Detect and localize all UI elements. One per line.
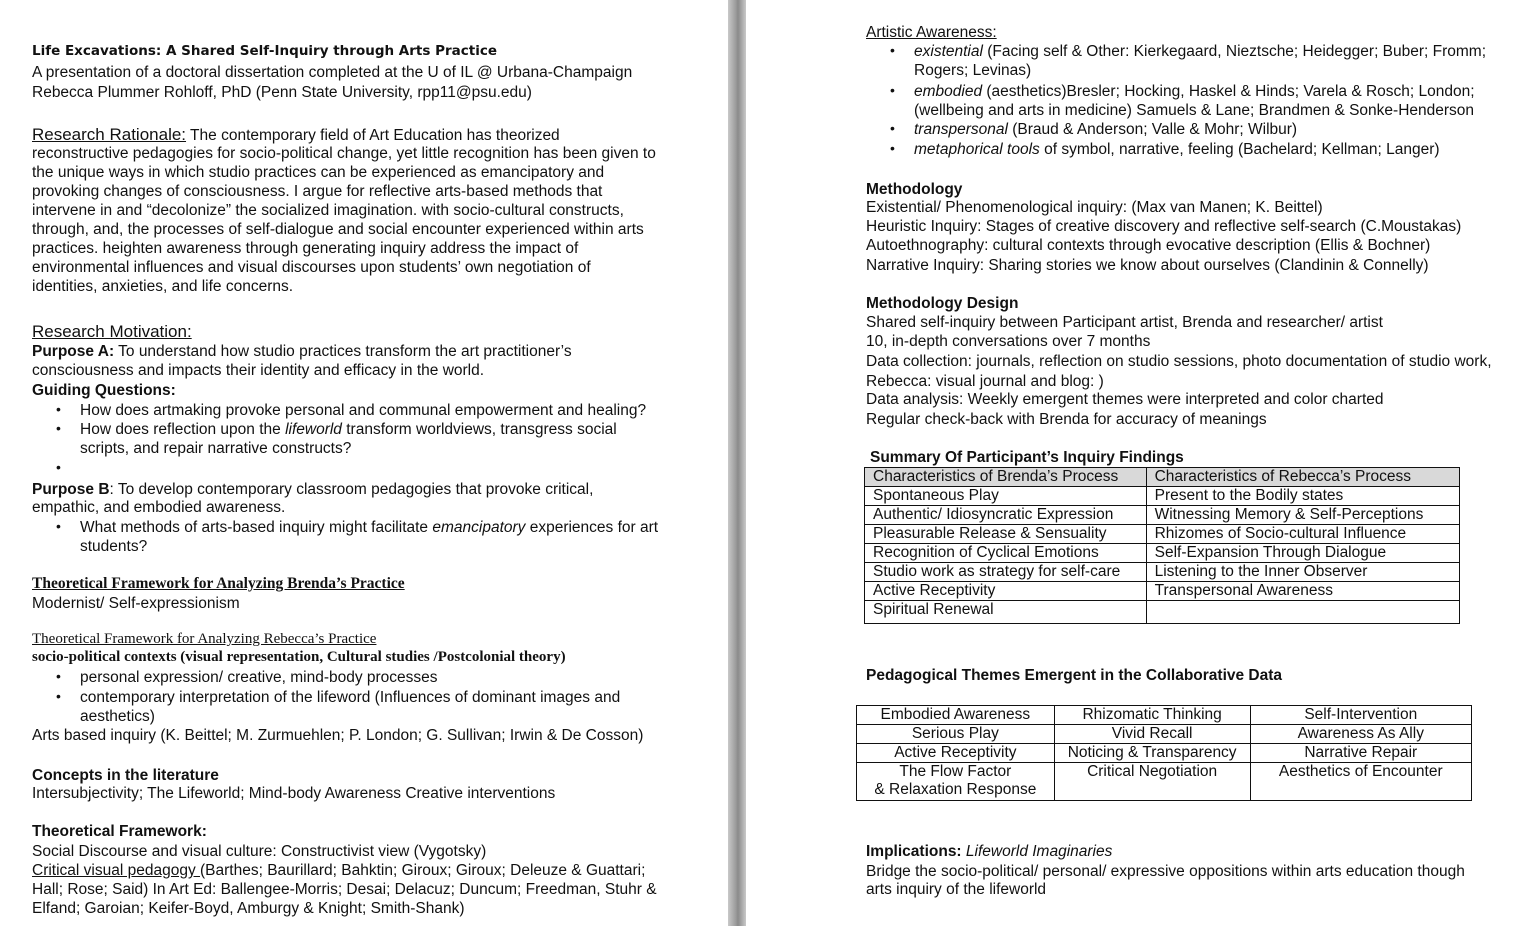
purpose-b-line	[32, 480, 593, 500]
table-row	[865, 601, 1460, 624]
tf-line-3: Hall; Rose; Said) In Art Ed: Ballengee-Morris; Desai; Delacuz; Duncum; Freedman, Stuhr &	[32, 881, 657, 898]
table-cell: Studio work as strategy for self-care	[865, 563, 1147, 582]
rationale-text-8: identities, anxieties, and life concerns.	[32, 278, 294, 295]
methodology-line-4: Narrative Inquiry: Sharing stories we know about ourselves (Clandinin & Connelly)	[866, 257, 1429, 274]
guiding-questions-heading: Guiding Questions:	[32, 382, 176, 399]
subtitle-1: A presentation of a doctoral dissertation completed at the U of IL @ Urbana-Champaign	[32, 64, 633, 81]
guiding-question-1: How does artmaking provoke personal and communal empowerment and healing?	[80, 402, 647, 419]
table-header-row	[865, 468, 1460, 487]
tf-heading: Theoretical Framework:	[32, 823, 207, 840]
table-cell: Spiritual Renewal	[865, 601, 1147, 624]
methodology-heading: Methodology	[866, 181, 963, 198]
table-row	[857, 763, 1472, 801]
table-header-cell: Characteristics of Brenda’s Process	[865, 468, 1147, 487]
table-cell: Present to the Bodily states	[1146, 487, 1459, 506]
bullet-icon: •	[56, 688, 61, 704]
table-cell: Aesthetics of Encounter	[1250, 763, 1471, 801]
tf-line-4: Elfand; Garoian; Keifer-Boyd, Amburgy & Knight; Smith-Shank)	[32, 900, 465, 917]
summary-table	[864, 467, 1460, 624]
table-cell: Critical Negotiation	[1054, 763, 1250, 801]
aa-item-1	[914, 42, 1486, 62]
aa-item-2	[914, 82, 1475, 102]
table-cell: Serious Play	[857, 725, 1055, 744]
table-cell: Vivid Recall	[1054, 725, 1250, 744]
rationale-heading: Research Rationale:	[32, 125, 187, 144]
page-gutter	[728, 0, 746, 926]
aa1-rest: (Facing self & Other: Kierkegaard, Nieztsche; Heidegger; Buber; Fromm;	[982, 43, 1487, 60]
bullet-icon: •	[56, 420, 61, 436]
rationale-line-1	[32, 125, 560, 146]
guiding-question-2	[80, 420, 617, 440]
table-row	[865, 525, 1460, 544]
gq2-post: transform worldviews, transgress social	[341, 421, 617, 438]
tf-brenda-text: Modernist/ Self-expressionism	[32, 595, 240, 612]
table-cell: Rhizomes of Socio-cultural Influence	[1146, 525, 1459, 544]
aa-item-3	[914, 120, 1297, 140]
flow-factor-text: The Flow Factor	[899, 763, 1012, 780]
rationale-text-2: the unique ways in which studio practices can be experienced as emancipatory and	[32, 164, 605, 181]
table-row	[857, 744, 1472, 763]
table-cell: Witnessing Memory & Self-Perceptions	[1146, 506, 1459, 525]
bullet-icon: •	[890, 140, 895, 156]
table-cell: Self-Intervention	[1250, 706, 1471, 725]
purpose-b-label: Purpose B	[32, 481, 110, 498]
purpose-b-question	[80, 518, 658, 538]
arts-based-inquiry: Arts based inquiry (K. Beittel; M. Zurmuehlen; P. London; G. Sullivan; Irwin & De Cosson)	[32, 727, 644, 744]
table-cell: Spontaneous Play	[865, 487, 1147, 506]
rationale-text-6: practices. heighten awareness through generating inquiry address the impact of	[32, 240, 579, 257]
table-row	[865, 487, 1460, 506]
design-line-1: Shared self-inquiry between Participant artist, Brenda and researcher/ artist	[866, 314, 1383, 331]
tf-rebecca-bullet-2-cont: aesthetics)	[80, 708, 155, 725]
table-cell: Active Receptivity	[857, 744, 1055, 763]
relaxation-response-text: & Relaxation Response	[874, 781, 1037, 798]
bullet-icon: •	[56, 518, 61, 534]
gq2-pre: How does reflection upon the	[80, 421, 286, 438]
tf-brenda-heading: Theoretical Framework for Analyzing Brenda’s Practice	[32, 575, 405, 592]
aa2-rest: (aesthetics)Bresler; Hocking, Haskel & Hinds; Varela & Rosch; London;	[982, 83, 1475, 100]
table-header-cell: Characteristics of Rebecca’s Process	[1146, 468, 1459, 487]
summary-heading: Summary Of Participant’s Inquiry Findings	[870, 449, 1184, 466]
aa1-em: existential	[914, 43, 983, 60]
gq2-em: lifeworld	[285, 421, 342, 438]
bullet-icon: •	[56, 668, 61, 684]
tf-line-2-underlined: Critical visual pedagogy	[32, 862, 201, 879]
implications-em: Lifeworld Imaginaries	[961, 843, 1113, 860]
table-row	[857, 706, 1472, 725]
implications-label: Implications:	[866, 843, 962, 860]
aa-item-4	[914, 140, 1440, 160]
concepts-text: Intersubjectivity; The Lifeworld; Mind-body Awareness Creative interventions	[32, 785, 556, 802]
rationale-text-4: intervene in and “decolonize” the socialized imagination. with socio-cultural constructs,	[32, 202, 624, 219]
rationale-text-1: reconstructive pedagogies for socio-political change, yet little recognition has been given to	[32, 145, 656, 162]
table-row	[865, 544, 1460, 563]
implications-line	[866, 842, 1112, 862]
aa4-em: metaphorical tools	[914, 141, 1040, 158]
table-cell: Transpersonal Awareness	[1146, 582, 1459, 601]
table-row	[865, 506, 1460, 525]
artistic-awareness-heading: Artistic Awareness:	[866, 24, 997, 41]
left-page	[0, 0, 728, 926]
pbq-pre: What methods of arts-based inquiry might facilitate	[80, 519, 433, 536]
aa-item-2-cont: (wellbeing and arts in medicine) Samuels & Lane; Brandmen & Sonke-Henderson	[914, 102, 1475, 119]
table-cell: Narrative Repair	[1250, 744, 1471, 763]
tf-rebecca-bullet-1: personal expression/ creative, mind-body processes	[80, 669, 438, 686]
pedagogical-heading: Pedagogical Themes Emergent in the Collaborative Data	[866, 667, 1283, 684]
methodology-line-3: Autoethnography: cultural contexts through evocative description (Ellis & Bochner)	[866, 237, 1431, 254]
table-cell: Recognition of Cyclical Emotions	[865, 544, 1147, 563]
table-cell: Embodied Awareness	[857, 706, 1055, 725]
table-cell: Noticing & Transparency	[1054, 744, 1250, 763]
bullet-icon: •	[890, 82, 895, 98]
subtitle-2: Rebecca Plummer Rohloff, PhD (Penn State University, rpp11@psu.edu)	[32, 84, 532, 101]
tf-line-2-rest: (Barthes; Baurillard; Bahktin; Giroux; Giroux; Deleuze & Guattari;	[200, 862, 646, 879]
table-cell: Awareness As Ally	[1250, 725, 1471, 744]
design-line-2: 10, in-depth conversations over 7 months	[866, 333, 1151, 350]
tf-rebecca-heading: Theoretical Framework for Analyzing Rebecca’s Practice	[32, 631, 377, 647]
rationale-text-0: The contemporary field of Art Education has theorized	[186, 127, 560, 144]
methodology-line-1: Existential/ Phenomenological inquiry: (Max van Manen; K. Beittel)	[866, 199, 1323, 216]
purpose-a-text-2: consciousness and impacts their identity and efficacy in the world.	[32, 362, 485, 379]
table-cell: Pleasurable Release & Sensuality	[865, 525, 1147, 544]
tf-rebecca-sub: socio-political contexts (visual representation, Cultural studies /Postcolonial theory)	[32, 649, 566, 665]
tf-line-2	[32, 861, 645, 881]
rationale-text-3: provoking changes of consciousness. I argue for reflective arts-based methods that	[32, 183, 603, 200]
table-cell	[1146, 601, 1459, 624]
design-line-6: Regular check-back with Brenda for accuracy of meanings	[866, 411, 1267, 428]
themes-table	[856, 705, 1472, 801]
rationale-text-7: environmental influences and visual discourses upon students’ own negotiation of	[32, 259, 591, 276]
aa3-em: transpersonal	[914, 121, 1008, 138]
rationale-text-5: through, and, the processes of self-dialogue and social encounter experienced within arts	[32, 221, 644, 238]
purpose-a-line	[32, 342, 572, 362]
table-row	[865, 582, 1460, 601]
design-line-4: Rebecca: visual journal and blog: )	[866, 373, 1104, 390]
purpose-a-label: Purpose A:	[32, 343, 115, 360]
pbq-post: experiences for art	[525, 519, 659, 536]
table-cell: Authentic/ Idiosyncratic Expression	[865, 506, 1147, 525]
implications-text-1: Bridge the socio-political/ personal/ expressive oppositions within arts education though	[866, 863, 1465, 880]
bullet-icon: •	[56, 459, 61, 475]
concepts-heading: Concepts in the literature	[32, 767, 219, 784]
motivation-heading: Research Motivation:	[32, 322, 192, 341]
table-cell: Self-Expansion Through Dialogue	[1146, 544, 1459, 563]
aa2-em: embodied	[914, 83, 983, 100]
design-heading: Methodology Design	[866, 295, 1019, 312]
bullet-icon: •	[56, 401, 61, 417]
aa3-rest: (Braud & Anderson; Valle & Mohr; Wilbur)	[1007, 121, 1298, 138]
bullet-icon: •	[890, 42, 895, 58]
purpose-b-question-cont: students?	[80, 538, 148, 555]
purpose-a-text: To understand how studio practices transform the art practitioner’s	[114, 343, 572, 360]
guiding-question-2-cont: scripts, and repair narrative constructs?	[80, 440, 352, 457]
aa4-rest: of symbol, narrative, feeling (Bachelard; Kellman; Langer)	[1039, 141, 1440, 158]
bullet-icon: •	[890, 120, 895, 136]
implications-text-2: arts inquiry of the lifeworld	[866, 881, 1047, 898]
table-cell: Active Receptivity	[865, 582, 1147, 601]
right-page	[746, 0, 1524, 926]
purpose-b-text-2: empathic, and embodied awareness.	[32, 499, 286, 516]
purpose-b-text: : To develop contemporary classroom pedagogies that provoke critical,	[109, 481, 594, 498]
tf-rebecca-bullet-2: contemporary interpretation of the lifeword (Influences of dominant images and	[80, 689, 621, 706]
table-row	[857, 725, 1472, 744]
table-row	[865, 563, 1460, 582]
table-cell: Listening to the Inner Observer	[1146, 563, 1459, 582]
aa-item-1-cont: Rogers; Levinas)	[914, 62, 1032, 79]
design-line-3: Data collection: journals, reflection on studio sessions, photo documentation of studio work,	[866, 353, 1492, 370]
methodology-line-2: Heuristic Inquiry: Stages of creative discovery and reflective self-search (C.Moustakas)	[866, 218, 1462, 235]
pbq-em: emancipatory	[432, 519, 526, 536]
table-cell	[857, 763, 1055, 801]
tf-line-1: Social Discourse and visual culture: Constructivist view (Vygotsky)	[32, 843, 487, 860]
table-cell: Rhizomatic Thinking	[1054, 706, 1250, 725]
document-title: Life Excavations: A Shared Self-Inquiry through Arts Practice	[32, 43, 497, 59]
design-line-5: Data analysis: Weekly emergent themes were interpreted and color charted	[866, 391, 1384, 408]
